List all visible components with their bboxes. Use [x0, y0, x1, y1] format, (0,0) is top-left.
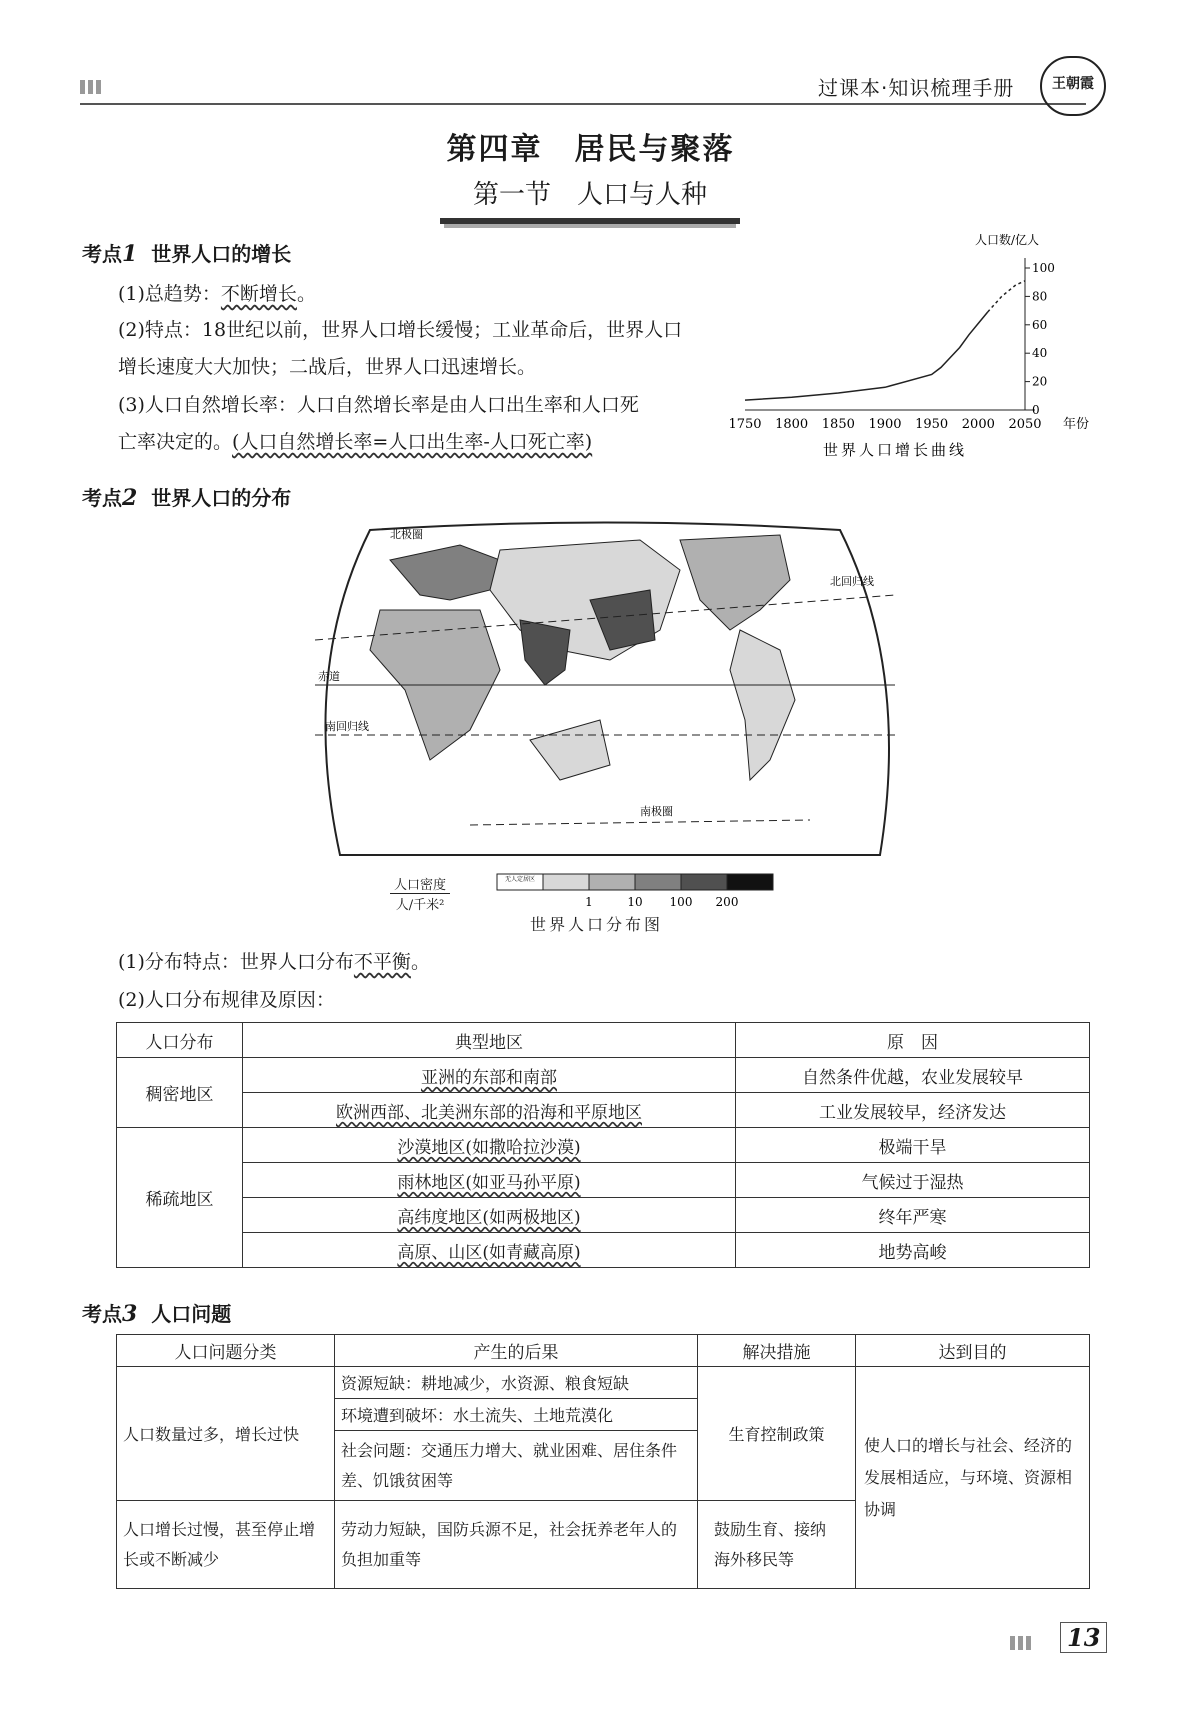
- legend-swatch: [543, 874, 589, 890]
- reason-cell: 自然条件优越，农业发展较早: [736, 1058, 1090, 1093]
- distribution-table: [116, 1022, 1090, 1268]
- legend-tick-label: 200: [715, 895, 739, 909]
- arctic-label: 北极圈: [390, 528, 423, 541]
- effect-cell: 社会问题：交通压力增大、就业困难、居住条件差、饥饿贫困等: [335, 1431, 698, 1501]
- header-cell: 达到目的: [856, 1335, 1090, 1367]
- kp2-rule-intro: (2)人口分布规律及原因：: [118, 989, 335, 1011]
- kp1-rate-1: (3)人口自然增长率：人口自然增长率是由人口出生率和人口死: [118, 394, 639, 416]
- legend-swatch: [589, 874, 635, 890]
- text: (1)总趋势：: [118, 283, 221, 305]
- kp-title: 世界人口的分布: [151, 486, 292, 510]
- text: 。: [296, 283, 316, 305]
- legend-title-text: 人口密度: [390, 874, 450, 894]
- series-line-projected: [988, 281, 1025, 312]
- kp-label: 考点: [82, 486, 122, 510]
- region-text: 高纬度地区(如两极地区): [397, 1207, 581, 1228]
- y-tick-label: 60: [1032, 317, 1048, 332]
- tropic-north-label: 北回归线: [830, 575, 874, 588]
- region-cell: [243, 1128, 736, 1163]
- kp-number: 3: [122, 1301, 138, 1327]
- y-axis-label: 人口数/亿人: [975, 233, 1040, 247]
- region-text: 沙漠地区(如撒哈拉沙漠): [397, 1137, 581, 1158]
- kp-title: 人口问题: [151, 1302, 232, 1326]
- group-cell: 稠密地区: [117, 1058, 243, 1128]
- header-cell: 典型地区: [243, 1023, 736, 1058]
- answer-text: 不平衡: [353, 951, 411, 973]
- population-problems-table: [116, 1334, 1090, 1589]
- y-tick-label: 0: [1032, 403, 1040, 417]
- legend-scale: [495, 872, 785, 912]
- kp3-heading: [82, 1298, 231, 1327]
- formula-text: (人口自然增长率=人口出生率-人口死亡率): [232, 431, 593, 453]
- measure-cell: 生育控制政策: [698, 1367, 856, 1501]
- section-title: 第一节 人口与人种: [440, 174, 740, 224]
- series-line-actual: [745, 312, 988, 400]
- reason-cell: 气候过于湿热: [736, 1163, 1090, 1198]
- y-tick-label: 40: [1032, 346, 1048, 361]
- kp-title: 世界人口的增长: [151, 242, 292, 266]
- equator-label: 赤道: [318, 670, 340, 683]
- header-cell: 人口问题分类: [117, 1335, 335, 1367]
- corner-dots-decoration: [1010, 1636, 1034, 1650]
- population-growth-chart: [728, 233, 1095, 470]
- corner-dots-decoration: [80, 80, 104, 94]
- region-text: 雨林地区(如亚马孙平原): [397, 1172, 581, 1193]
- kp-label: 考点: [82, 1302, 122, 1326]
- legend-swatch: [681, 874, 727, 890]
- y-tick-label: 20: [1032, 374, 1048, 389]
- effect-cell: 环境遭到破坏：水土流失、土地荒漠化: [335, 1399, 698, 1431]
- logo-text: 王朝霞: [1052, 76, 1094, 92]
- kp1-feature-1: (2)特点：18世纪以前，世界人口增长缓慢；工业革命后，世界人口: [118, 319, 683, 341]
- x-tick-label: 1750: [728, 417, 762, 432]
- book-title: 过课本·知识梳理手册: [818, 76, 1015, 100]
- kp1-trend: [118, 276, 316, 312]
- kp-number: 2: [122, 485, 138, 511]
- x-tick-label: 2000: [961, 417, 995, 432]
- measure-cell: 鼓励生育、接纳海外移民等: [698, 1501, 856, 1589]
- region-cell: [243, 1198, 736, 1233]
- category-cell: 人口增长过慢，甚至停止增长或不断减少: [117, 1501, 335, 1589]
- kp1-rate-2: [118, 424, 592, 460]
- x-tick-label: 1850: [821, 417, 855, 432]
- y-tick-label: 100: [1032, 261, 1055, 275]
- legend-tick-label: 1: [585, 895, 593, 909]
- world-population-map: [310, 520, 900, 865]
- reason-cell: 终年严寒: [736, 1198, 1090, 1233]
- kp1-heading: [82, 238, 291, 267]
- region-cell: [243, 1093, 736, 1128]
- text: 。: [410, 951, 430, 973]
- x-axis-label: 年份: [1063, 417, 1090, 432]
- kp-label: 考点: [82, 242, 122, 266]
- goal-cell: 使人口的增长与社会、经济的发展相适应，与环境、资源相协调: [856, 1367, 1090, 1589]
- legend-title: [390, 874, 450, 913]
- region-text: 欧洲西部、北美洲东部的沿海和平原地区: [336, 1102, 642, 1123]
- reason-cell: 极端干旱: [736, 1128, 1090, 1163]
- kp2-distribution: [118, 944, 430, 980]
- reason-cell: 工业发展较早，经济发达: [736, 1093, 1090, 1128]
- region-cell: [243, 1233, 736, 1268]
- kp1-feature-2: 增长速度大大加快；二战后，世界人口迅速增长。: [118, 356, 537, 378]
- answer-text: 不断增长: [220, 283, 297, 305]
- group-cell: 稀疏地区: [117, 1128, 243, 1268]
- x-tick-label: 1800: [775, 417, 809, 432]
- page-number: 13: [1060, 1622, 1107, 1653]
- x-tick-label: 2050: [1008, 417, 1042, 432]
- header-cell: 原 因: [736, 1023, 1090, 1058]
- chapter-title: 第四章 居民与聚落: [446, 132, 735, 167]
- map-caption: 世界人口分布图: [530, 915, 664, 934]
- region-cell: [243, 1163, 736, 1198]
- tropic-south-label: 南回归线: [325, 720, 369, 733]
- category-cell: 人口数量过多，增长过快: [117, 1367, 335, 1501]
- x-tick-label: 1900: [868, 417, 902, 432]
- antarctic-label: 南极圈: [640, 805, 673, 818]
- header-cell: 人口分布: [117, 1023, 243, 1058]
- text: (1)分布特点：世界人口分布: [118, 951, 354, 973]
- x-tick-label: 1950: [915, 417, 949, 432]
- text: 亡率决定的。: [118, 431, 233, 453]
- legend-tick-label: 100: [669, 895, 693, 909]
- header-cell: 解决措施: [698, 1335, 856, 1367]
- header-cell: 产生的后果: [335, 1335, 698, 1367]
- legend-tick-label: 10: [627, 895, 643, 909]
- legend-swatch: [635, 874, 681, 890]
- header-rule: [80, 103, 1086, 105]
- effect-cell: 劳动力短缺，国防兵源不足，社会抚养老年人的负担加重等: [335, 1501, 698, 1589]
- region-text: 高原、山区(如青藏高原): [397, 1242, 581, 1263]
- legend-uninhabited-label: 无人定居区: [504, 876, 536, 883]
- region-cell: [243, 1058, 736, 1093]
- region-text: 亚洲的东部和南部: [421, 1067, 557, 1088]
- legend-unit: 人/千米²: [395, 898, 445, 913]
- effect-cell: 资源短缺：耕地减少，水资源、粮食短缺: [335, 1367, 698, 1399]
- kp2-heading: [82, 482, 291, 511]
- legend-swatch: [727, 874, 773, 890]
- chart-title: 世界人口增长曲线: [822, 441, 968, 459]
- reason-cell: 地势高峻: [736, 1233, 1090, 1268]
- y-tick-label: 80: [1032, 289, 1048, 304]
- publisher-logo: [1040, 56, 1106, 116]
- kp-number: 1: [122, 241, 138, 267]
